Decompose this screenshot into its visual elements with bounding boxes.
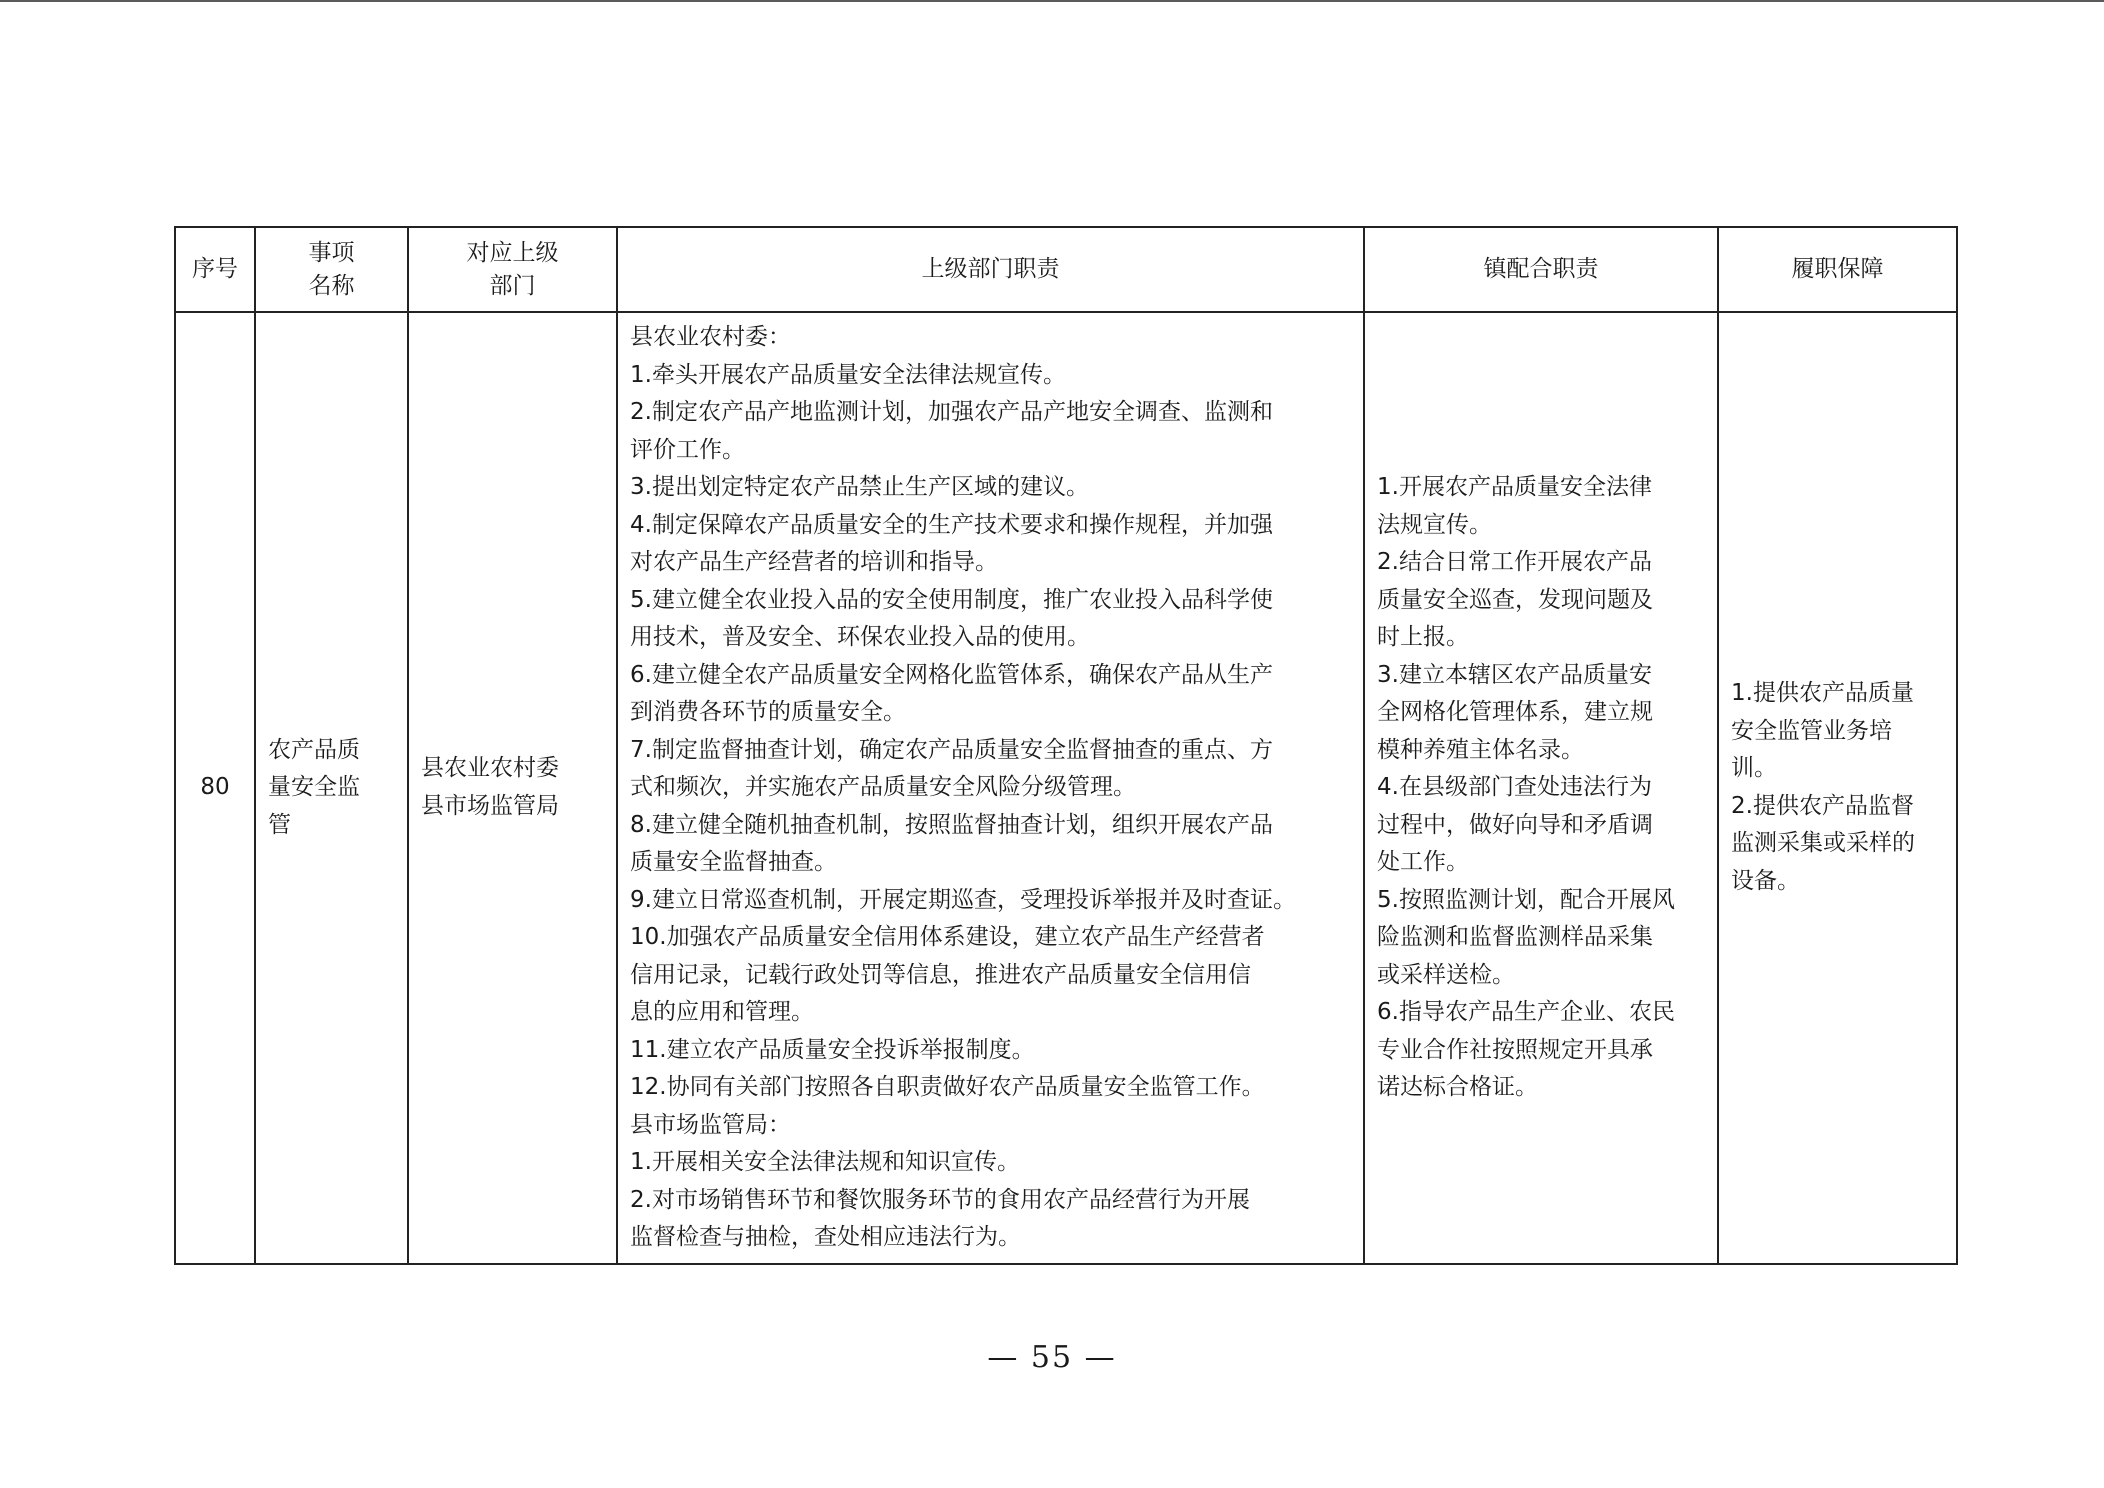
guarantee-line: 设备。 <box>1731 867 1800 894</box>
table-row <box>175 312 1957 1264</box>
superior-duty-line: 对农产品生产经营者的培训和指导。 <box>630 549 998 575</box>
superior-duty-line: 县农业农村委： <box>630 324 791 350</box>
row-number: 80 <box>200 774 230 800</box>
superior-duty-line: 7.制定监督抽查计划，确定农产品质量安全监督抽查的重点、方 <box>630 736 1273 763</box>
guarantee-line: 2.提供农产品监督 <box>1731 792 1914 819</box>
town-duty-line: 3.建立本辖区农产品质量安 <box>1377 661 1652 688</box>
superior-duty-line: 质量安全监督抽查。 <box>630 849 837 875</box>
cell-guarantee <box>1718 312 1957 1264</box>
town-duty-line: 5.按照监测计划，配合开展风 <box>1377 886 1675 913</box>
top-border-line <box>0 0 2104 2</box>
header-guarantee <box>1718 227 1957 312</box>
town-duty-line: 全网格化管理体系，建立规 <box>1377 699 1653 725</box>
superior-duty-line: 1.牵头开展农产品质量安全法律法规宣传。 <box>630 361 1066 388</box>
header-town-duty-label: 镇配合职责 <box>1483 256 1599 282</box>
header-superior-dept-line: 对应上级 <box>466 239 559 266</box>
town-duty-line: 质量安全巡查，发现问题及 <box>1377 586 1653 613</box>
superior-duty-line: 1.开展相关安全法律法规和知识宣传。 <box>630 1149 1020 1175</box>
superior-duty-line: 信用记录，记载行政处罚等信息，推进农产品质量安全信用信 <box>630 961 1251 988</box>
duty-table <box>174 226 1958 1265</box>
superior-duty-line: 11.建立农产品质量安全投诉举报制度。 <box>630 1036 1035 1063</box>
header-no-label: 序号 <box>192 256 238 282</box>
superior-duty-line: 2.制定农产品产地监测计划，加强农产品产地安全调查、监测和 <box>630 399 1273 425</box>
town-duty-line: 过程中，做好向导和矛盾调 <box>1377 811 1653 838</box>
header-superior-duty <box>617 227 1364 312</box>
page-number: — 55 — <box>987 1340 1117 1375</box>
item-name-line: 量安全监 <box>268 774 360 800</box>
town-duty-line: 1.开展农产品质量安全法律 <box>1377 474 1652 500</box>
superior-duty-line: 10.加强农产品质量安全信用体系建设，建立农产品生产经营者 <box>630 924 1265 950</box>
header-town-duty <box>1364 227 1718 312</box>
superior-duty-line: 县市场监管局： <box>630 1111 791 1138</box>
town-duty-line: 或采样送检。 <box>1377 961 1515 988</box>
cell-town-duty <box>1364 312 1718 1264</box>
header-guarantee-label: 履职保障 <box>1791 256 1884 282</box>
header-item-name-line: 事项 <box>308 239 355 266</box>
superior-duty-line: 4.制定保障农产品质量安全的生产技术要求和操作规程，并加强 <box>630 511 1273 538</box>
town-duty-line: 时上报。 <box>1377 624 1469 650</box>
item-name-line: 农产品质 <box>268 736 360 763</box>
town-duty-line: 4.在县级部门查处违法行为 <box>1377 774 1652 800</box>
superior-duty-line: 息的应用和管理。 <box>630 999 814 1025</box>
superior-duty-line: 到消费各环节的质量安全。 <box>630 699 906 725</box>
superior-duty-line: 2.对市场销售环节和餐饮服务环节的食用农产品经营行为开展 <box>630 1186 1250 1213</box>
cell-item-name <box>255 312 408 1264</box>
superior-duty-line: 评价工作。 <box>630 436 745 463</box>
header-superior-duty-label: 上级部门职责 <box>921 256 1060 282</box>
guarantee-line: 监测采集或采样的 <box>1731 830 1915 857</box>
header-item-name <box>255 227 408 312</box>
superior-duty-line: 3.提出划定特定农产品禁止生产区域的建议。 <box>630 474 1089 500</box>
guarantee-line: 安全监管业务培 <box>1731 717 1892 744</box>
superior-duty-line: 6.建立健全农产品质量安全网格化监管体系，确保农产品从生产 <box>630 661 1273 688</box>
item-name-line: 管 <box>268 811 291 838</box>
town-duty-line: 模种养殖主体名录。 <box>1377 736 1584 763</box>
header-item-name-line: 名称 <box>308 272 355 299</box>
town-duty-line: 专业合作社按照规定开具承 <box>1377 1036 1653 1063</box>
superior-duty-line: 监督检查与抽检，查处相应违法行为。 <box>630 1224 1021 1250</box>
superior-duty-line: 8.建立健全随机抽查机制，按照监督抽查计划，组织开展农产品 <box>630 811 1273 838</box>
cell-row-number <box>175 312 255 1264</box>
town-duty-line: 诺达标合格证。 <box>1377 1074 1538 1100</box>
header-superior-dept <box>408 227 617 312</box>
town-duty-line: 2.结合日常工作开展农产品 <box>1377 549 1652 575</box>
header-superior-dept-line: 部门 <box>489 272 536 299</box>
guarantee-line: 训。 <box>1731 755 1777 782</box>
header-row <box>175 227 1957 312</box>
superior-dept-line: 县农业农村委 <box>421 755 559 782</box>
town-duty-line: 险监测和监督监测样品采集 <box>1377 924 1653 950</box>
town-duty-line: 6.指导农产品生产企业、农民 <box>1377 999 1675 1025</box>
guarantee-line: 1.提供农产品质量 <box>1731 680 1914 707</box>
cell-superior-duty <box>617 312 1364 1264</box>
town-duty-line: 法规宣传。 <box>1377 511 1492 538</box>
superior-duty-line: 12.协同有关部门按照各自职责做好农产品质量安全监管工作。 <box>630 1074 1265 1100</box>
header-no <box>175 227 255 312</box>
superior-duty-line: 式和频次，并实施农产品质量安全风险分级管理。 <box>630 774 1136 800</box>
superior-duty-line: 9.建立日常巡查机制，开展定期巡查，受理投诉举报并及时查证。 <box>630 886 1296 913</box>
superior-dept-line: 县市场监管局 <box>421 792 559 819</box>
superior-duty-line: 5.建立健全农业投入品的安全使用制度，推广农业投入品科学使 <box>630 586 1273 613</box>
town-duty-line: 处工作。 <box>1377 849 1469 875</box>
superior-duty-line: 用技术，普及安全、环保农业投入品的使用。 <box>630 624 1090 650</box>
cell-superior-dept <box>408 312 617 1264</box>
